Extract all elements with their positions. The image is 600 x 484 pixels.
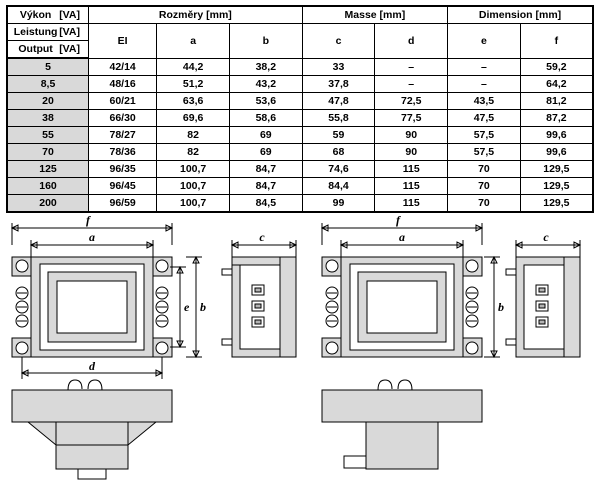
cell-b: 38,2	[229, 58, 302, 76]
cell-power: 55	[7, 127, 89, 144]
cell-a: 82	[157, 144, 230, 161]
label-c-left: c	[259, 230, 265, 244]
dimensions-table	[6, 5, 594, 213]
table-group-header-row	[7, 6, 593, 24]
cell-d: 77,5	[375, 110, 448, 127]
drawing-left-front	[12, 213, 206, 379]
header-col-e: e	[448, 24, 521, 59]
cell-a: 69,6	[157, 110, 230, 127]
drawing-right-side	[506, 230, 580, 357]
cell-f: 129,5	[520, 178, 593, 195]
label-d-left: d	[89, 359, 95, 373]
header-col-d: d	[375, 24, 448, 59]
cell-e: –	[448, 76, 521, 93]
cell-b: 69	[229, 144, 302, 161]
label-b-left: b	[200, 300, 206, 314]
header-masse: Masse [mm]	[302, 6, 447, 24]
cell-f: 87,2	[520, 110, 593, 127]
cell-d: 115	[375, 161, 448, 178]
cell-c: 59	[302, 127, 375, 144]
header-col-f: f	[520, 24, 593, 59]
table-subheader-row-1	[7, 24, 593, 41]
header-dimension: Dimension [mm]	[448, 6, 593, 24]
cell-f: 99,6	[520, 144, 593, 161]
drawing-right-front	[322, 213, 504, 357]
label-c-right: c	[543, 230, 549, 244]
cell-EI: 48/16	[89, 76, 157, 93]
cell-power: 5	[7, 58, 89, 76]
cell-e: 43,5	[448, 93, 521, 110]
cell-e: 57,5	[448, 127, 521, 144]
cell-e: 70	[448, 161, 521, 178]
header-vykon-top	[7, 6, 89, 24]
cell-b: 84,7	[229, 178, 302, 195]
cell-e: 70	[448, 178, 521, 195]
cell-d: 90	[375, 144, 448, 161]
header-output	[7, 41, 89, 59]
cell-power: 200	[7, 195, 89, 213]
cell-EI: 60/21	[89, 93, 157, 110]
table-row	[7, 127, 593, 144]
cell-EI: 66/30	[89, 110, 157, 127]
table-row	[7, 161, 593, 178]
label-a-right: a	[399, 230, 405, 244]
header-col-b: b	[229, 24, 302, 59]
drawing-bottom-right	[322, 380, 482, 469]
cell-e: 70	[448, 195, 521, 213]
cell-a: 63,6	[157, 93, 230, 110]
header-leistung-label: Leistung	[13, 26, 58, 38]
header-col-a: a	[157, 24, 230, 59]
header-output-label: Output	[18, 43, 53, 55]
table-row	[7, 144, 593, 161]
label-e-left: e	[184, 300, 190, 314]
cell-e: –	[448, 58, 521, 76]
cell-EI: 96/45	[89, 178, 157, 195]
technical-drawings	[0, 205, 600, 484]
cell-f: 129,5	[520, 195, 593, 213]
cell-f: 59,2	[520, 58, 593, 76]
cell-b: 58,6	[229, 110, 302, 127]
header-output-unit: [VA]	[59, 43, 80, 55]
header-rozmery: Rozměry [mm]	[89, 6, 303, 24]
cell-d: 115	[375, 178, 448, 195]
table-row	[7, 76, 593, 93]
drawing-bottom-left	[12, 380, 172, 479]
drawing-left-side	[222, 230, 296, 357]
cell-power: 38	[7, 110, 89, 127]
cell-c: 47,8	[302, 93, 375, 110]
cell-a: 100,7	[157, 178, 230, 195]
cell-a: 51,2	[157, 76, 230, 93]
cell-c: 99	[302, 195, 375, 213]
table-row	[7, 93, 593, 110]
label-a-left: a	[89, 230, 95, 244]
cell-c: 74,6	[302, 161, 375, 178]
cell-b: 43,2	[229, 76, 302, 93]
cell-EI: 96/35	[89, 161, 157, 178]
cell-b: 53,6	[229, 93, 302, 110]
cell-c: 84,4	[302, 178, 375, 195]
cell-c: 68	[302, 144, 375, 161]
cell-c: 37,8	[302, 76, 375, 93]
cell-c: 55,8	[302, 110, 375, 127]
cell-EI: 96/59	[89, 195, 157, 213]
cell-b: 84,5	[229, 195, 302, 213]
cell-a: 100,7	[157, 195, 230, 213]
cell-power: 70	[7, 144, 89, 161]
table-row	[7, 178, 593, 195]
header-vykon-label: Výkon	[19, 9, 52, 21]
cell-f: 99,6	[520, 127, 593, 144]
cell-EI: 78/36	[89, 144, 157, 161]
cell-power: 160	[7, 178, 89, 195]
cell-f: 64,2	[520, 76, 593, 93]
label-f-right: f	[396, 213, 400, 227]
table-row	[7, 58, 593, 76]
cell-d: 72,5	[375, 93, 448, 110]
table-row	[7, 110, 593, 127]
cell-a: 44,2	[157, 58, 230, 76]
header-leistung	[7, 24, 89, 41]
cell-e: 57,5	[448, 144, 521, 161]
label-f-left: f	[86, 213, 90, 227]
cell-f: 129,5	[520, 161, 593, 178]
cell-c: 33	[302, 58, 375, 76]
cell-b: 69	[229, 127, 302, 144]
cell-d: 90	[375, 127, 448, 144]
header-vykon-unit: [VA]	[59, 9, 80, 21]
cell-power: 8,5	[7, 76, 89, 93]
cell-d: 115	[375, 195, 448, 213]
cell-a: 82	[157, 127, 230, 144]
header-col-ei: EI	[89, 24, 157, 59]
cell-b: 84,7	[229, 161, 302, 178]
cell-f: 81,2	[520, 93, 593, 110]
cell-a: 100,7	[157, 161, 230, 178]
header-col-c: c	[302, 24, 375, 59]
cell-e: 47,5	[448, 110, 521, 127]
cell-power: 20	[7, 93, 89, 110]
header-leistung-unit: [VA]	[59, 26, 80, 38]
cell-d: –	[375, 58, 448, 76]
cell-d: –	[375, 76, 448, 93]
label-b-right: b	[498, 300, 504, 314]
cell-EI: 78/27	[89, 127, 157, 144]
cell-EI: 42/14	[89, 58, 157, 76]
cell-power: 125	[7, 161, 89, 178]
